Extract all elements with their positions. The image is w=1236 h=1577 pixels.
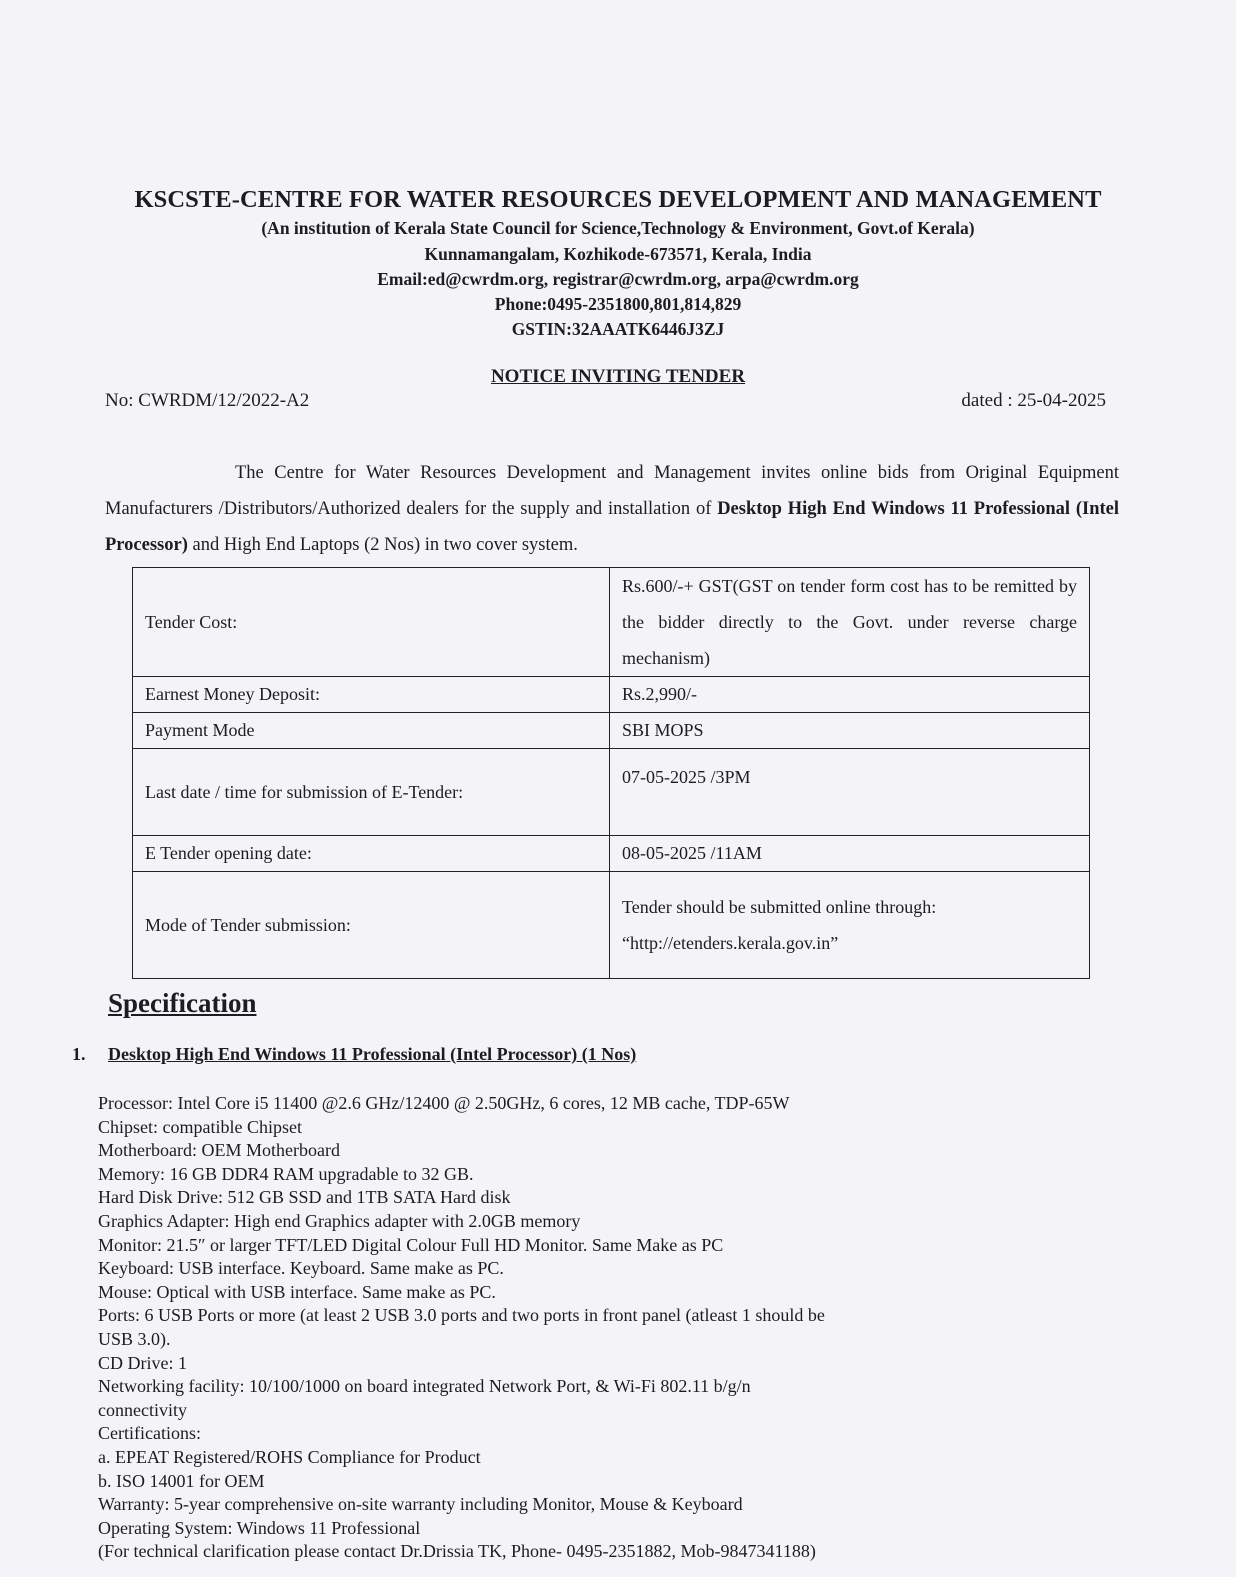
list-item: Hard Disk Drive: 512 GB SSD and 1TB SATA Hard disk	[98, 1187, 511, 1208]
specification-heading: Specification	[108, 988, 257, 1018]
tender-details-table	[132, 567, 1090, 979]
item-title: Desktop High End Windows 11 Professional (Intel Processor) (1 Nos)	[108, 1044, 637, 1064]
gstin-line: GSTIN:32AAATK6446J3ZJ	[511, 319, 725, 339]
notice-number: No: CWRDM/12/2022-A2	[105, 390, 310, 411]
list-item: (For technical clarification please contact Dr.Drissia TK, Phone- 0495-2351882, Mob-9847341188)	[98, 1541, 816, 1562]
emd-value: Rs.2,990/-	[610, 677, 1090, 713]
list-item: Monitor: 21.5″ or larger TFT/LED Digital Colour Full HD Monitor. Same Make as PC	[98, 1234, 724, 1255]
last-date-label: Last date / time for submission of E-Tender:	[133, 749, 610, 836]
intro-paragraph	[105, 455, 1119, 563]
list-item: Graphics Adapter: High end Graphics adapter with 2.0GB memory	[98, 1210, 581, 1231]
submission-mode-label: Mode of Tender submission:	[133, 872, 610, 979]
table-row	[133, 872, 1090, 979]
emd-label: Earnest Money Deposit:	[133, 677, 610, 713]
list-item: Operating System: Windows 11 Professional	[98, 1517, 421, 1538]
list-item: a. EPEAT Registered/ROHS Compliance for Product	[98, 1446, 481, 1467]
list-item: Warranty: 5-year comprehensive on-site warranty including Monitor, Mouse & Keyboard	[98, 1494, 743, 1515]
list-item: Chipset: compatible Chipset	[98, 1116, 302, 1137]
table-row	[133, 568, 1090, 677]
table-row	[133, 749, 1090, 836]
etenders-link[interactable]: “http://etenders.kerala.gov.in”	[622, 933, 839, 953]
list-item: Processor: Intel Core i5 11400 @2.6 GHz/12400 @ 2.50GHz, 6 cores, 12 MB cache, TDP-65W	[98, 1093, 790, 1113]
list-item: Motherboard: OEM Motherboard	[98, 1140, 340, 1161]
payment-mode-label: Payment Mode	[133, 713, 610, 749]
institution-line: (An institution of Kerala State Council for Science,Technology & Environment, Govt.of Kerala)	[261, 218, 975, 238]
list-item: CD Drive: 1	[98, 1352, 187, 1373]
email-line: Email:ed@cwrdm.org, registrar@cwrdm.org, arpa@cwrdm.org	[377, 269, 859, 289]
notice-date: dated : 25-04-2025	[961, 390, 1106, 411]
list-item: Memory: 16 GB DDR4 RAM upgradable to 32 GB.	[98, 1163, 474, 1184]
list-item: USB 3.0).	[98, 1328, 171, 1349]
last-date-value: 07-05-2025 /3PM	[610, 749, 1090, 836]
item-number: 1.	[72, 1044, 86, 1064]
list-item: b. ISO 14001 for OEM	[98, 1470, 265, 1491]
list-item: Networking facility: 10/100/1000 on board integrated Network Port, & Wi-Fi 802.11 b/g/n	[98, 1376, 751, 1397]
list-item: connectivity	[98, 1399, 187, 1420]
opening-date-value: 08-05-2025 /11AM	[610, 836, 1090, 872]
list-item: Certifications:	[98, 1423, 201, 1444]
intro-text-part2: and High End Laptops (2 Nos) in two cover system.	[187, 535, 578, 555]
address-line: Kunnamangalam, Kozhikode-673571, Kerala, India	[424, 244, 812, 264]
table-row	[133, 713, 1090, 749]
table-row	[133, 677, 1090, 713]
tender-cost-value: Rs.600/-+ GST(GST on tender form cost has to be remitted by the bidder directly to the Govt. under reverse charge mechanism)	[610, 568, 1090, 677]
notice-title: NOTICE INVITING TENDER	[490, 366, 746, 387]
submission-mode-value	[610, 872, 1090, 979]
payment-mode-value: SBI MOPS	[610, 713, 1090, 749]
intro-text-part1: The Centre for Water Resources Development and Management invites online bids from Original Equipment Manufacturers /Distributors/Authorized dealers for the supply and installation of	[105, 463, 1119, 519]
submission-mode-line1: Tender should be submitted online through:	[622, 897, 937, 917]
table-row	[133, 836, 1090, 872]
tender-cost-label: Tender Cost:	[133, 568, 610, 677]
list-item: Keyboard: USB interface. Keyboard. Same make as PC.	[98, 1258, 504, 1279]
list-item: Ports: 6 USB Ports or more (at least 2 USB 3.0 ports and two ports in front panel (atleast 1 should be	[98, 1305, 825, 1326]
list-item: Mouse: Optical with USB interface. Same make as PC.	[98, 1281, 496, 1302]
intro-text-bold: Desktop High End Windows 11 Professional (Intel Processor)	[105, 499, 1119, 555]
opening-date-label: E Tender opening date:	[133, 836, 610, 872]
phone-line: Phone:0495-2351800,801,814,829	[494, 294, 742, 314]
specification-list	[98, 1092, 958, 1564]
organization-name: KSCSTE-CENTRE FOR WATER RESOURCES DEVELOPMENT AND MANAGEMENT	[134, 186, 1102, 213]
